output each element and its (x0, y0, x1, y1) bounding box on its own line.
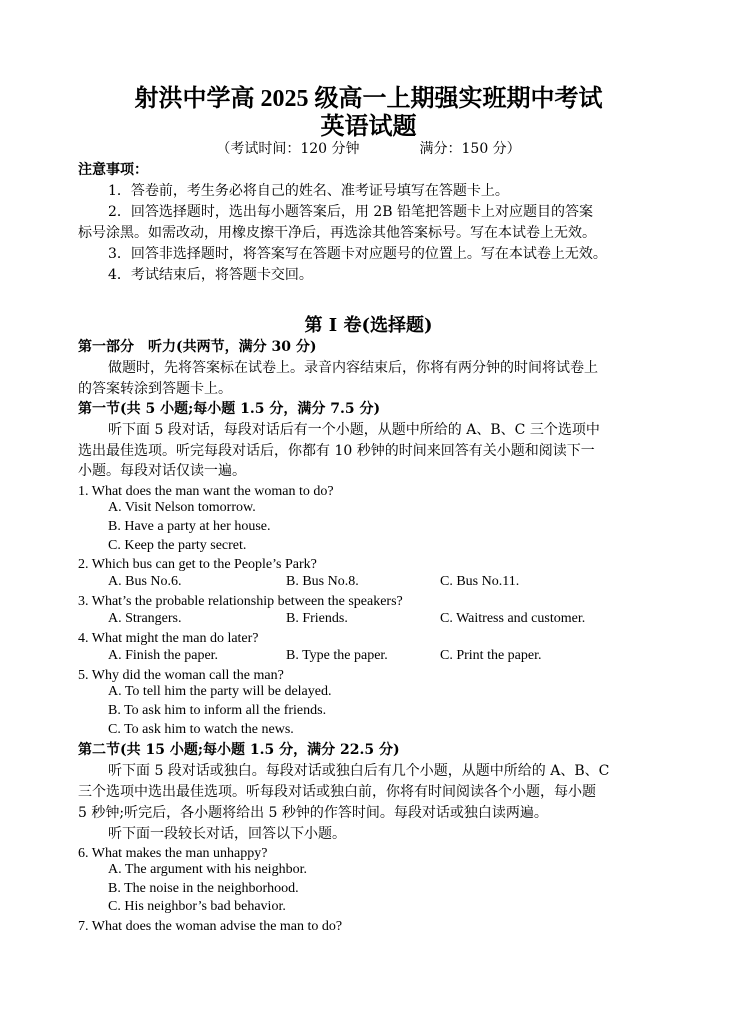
part1-intro: 的答案转涂到答题卡上。 (78, 381, 232, 397)
question-6: 6. What makes the man unhappy? (78, 846, 268, 861)
section2-intro: 5 秒钟;听完后，各小题将给出 5 秒钟的作答时间。每段对话或独白读两遍。 (78, 805, 548, 821)
volume-title: 第 I 卷(选择题) (304, 315, 433, 336)
section2-intro: 听下面 5 段对话或独白。每段对话或独白后有几个小题，从题中所给的 A、B、C (108, 763, 610, 779)
exam-time: （考试时间：120 分钟 (216, 141, 360, 157)
option-6b: B. The noise in the neighborhood. (108, 881, 299, 896)
question-1: 1. What does the man want the woman to do? (78, 484, 334, 499)
question-5: 5. Why did the woman call the man? (78, 668, 284, 683)
section2-intro: 三个选项中选出最佳选项。听每段对话或独白前，你将有时间阅读各个小题，每小题 (78, 784, 596, 800)
section1-intro: 小题。每段对话仅读一遍。 (78, 463, 246, 479)
option-3c: C. Waitress and customer. (440, 611, 586, 626)
exam-score: 满分：150 分） (419, 141, 521, 157)
section1-heading: 第一节(共 5 小题;每小题 1.5 分，满分 7.5 分) (78, 401, 381, 417)
option-1a: A. Visit Nelson tomorrow. (108, 500, 256, 515)
section2-intro: 听下面一段较长对话，回答以下小题。 (108, 826, 346, 842)
option-4c: C. Print the paper. (440, 648, 542, 663)
question-4: 4. What might the man do later? (78, 631, 259, 646)
option-2c: C. Bus No.11. (440, 574, 520, 589)
option-4b: B. Type the paper. (286, 648, 388, 663)
option-2a: A. Bus No.6. (108, 574, 182, 589)
question-2: 2. Which bus can get to the People’s Park? (78, 557, 317, 572)
option-3b: B. Friends. (286, 611, 348, 626)
exam-title: 射洪中学高 2025 级高一上期强实班期中考试 (134, 86, 603, 112)
exam-subtitle: 英语试题 (320, 114, 417, 140)
option-2b: B. Bus No.8. (286, 574, 359, 589)
note-item: 4．考试结束后，将答题卡交回。 (108, 267, 313, 283)
notes-heading: 注意事项： (78, 162, 148, 178)
note-item: 2．回答选择题时，选出每小题答案后，用 2B 铅笔把答题卡上对应题目的答案 (108, 204, 594, 220)
note-item: 1．答卷前，考生务必将自己的姓名、准考证号填写在答题卡上。 (108, 183, 509, 199)
exam-info (0, 138, 737, 158)
option-6a: A. The argument with his neighbor. (108, 862, 307, 877)
option-1b: B. Have a party at her house. (108, 519, 271, 534)
section2-heading: 第二节(共 15 小题;每小题 1.5 分，满分 22.5 分) (78, 742, 400, 758)
option-6c: C. His neighbor’s bad behavior. (108, 899, 286, 914)
option-5c: C. To ask him to watch the news. (108, 722, 294, 737)
option-5b: B. To ask him to inform all the friends. (108, 703, 327, 718)
option-3a: A. Strangers. (108, 611, 182, 626)
section1-intro: 听下面 5 段对话，每段对话后有一个小题，从题中所给的 A、B、C 三个选项中 (108, 422, 600, 438)
question-7: 7. What does the woman advise the man to do? (78, 919, 343, 934)
option-4a: A. Finish the paper. (108, 648, 219, 663)
note-item: 标号涂黑。如需改动，用橡皮擦干净后，再选涂其他答案标号。写在本试卷上无效。 (78, 225, 596, 241)
part1-intro: 做题时，先将答案标在试卷上。录音内容结束后，你将有两分钟的时间将试卷上 (108, 360, 598, 376)
option-5a: A. To tell him the party will be delayed. (108, 684, 332, 699)
note-item: 3．回答非选择题时，将答案写在答题卡对应题号的位置上。写在本试卷上无效。 (108, 246, 607, 262)
section1-intro: 选出最佳选项。听完每段对话后，你都有 10 秒钟的时间来回答有关小题和阅读下一 (78, 443, 595, 459)
option-1c: C. Keep the party secret. (108, 538, 247, 553)
part1-heading: 第一部分 听力(共两节，满分 30 分) (78, 339, 317, 355)
question-3: 3. What’s the probable relationship between the speakers? (78, 594, 403, 609)
